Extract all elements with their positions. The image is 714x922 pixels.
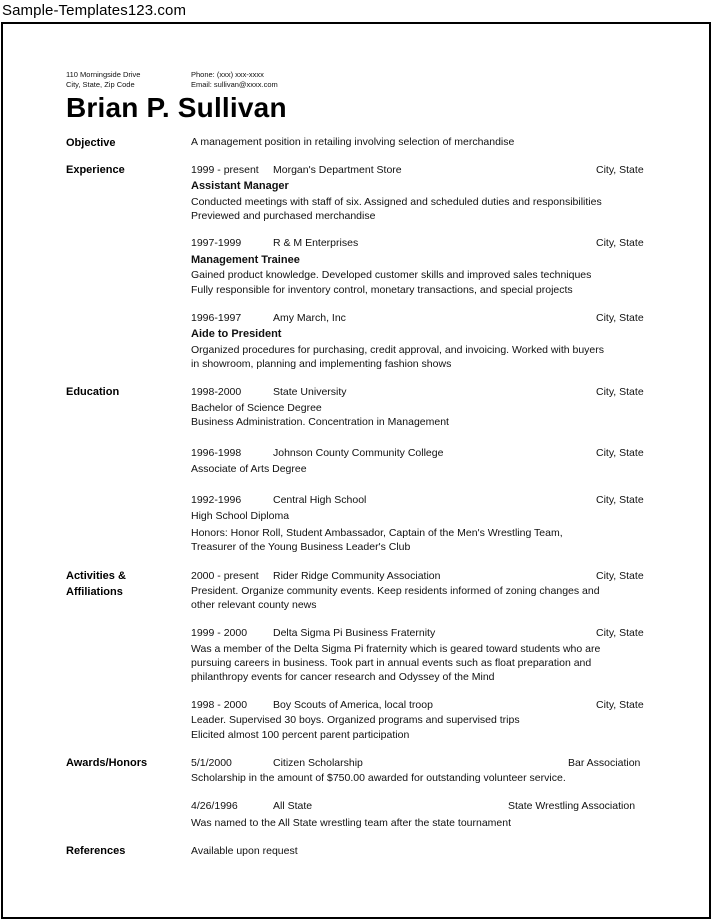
email: Email: sullivan@xxxx.com bbox=[191, 80, 278, 89]
address-line-2: City, State, Zip Code bbox=[66, 80, 135, 89]
award-2-date: 4/26/1996 bbox=[191, 800, 238, 812]
experience-3-org: Amy March, Inc bbox=[273, 312, 346, 324]
education-3-header bbox=[191, 493, 366, 508]
section-label-activities: Activities & bbox=[66, 570, 126, 582]
section-label-references: References bbox=[66, 845, 126, 857]
experience-3-location: City, State bbox=[596, 312, 644, 324]
education-1-line-2: Business Administration. Concentration in Management bbox=[191, 416, 449, 428]
award-2-location: State Wrestling Association bbox=[508, 800, 636, 812]
activity-3-line-2: Elicited almost 100 percent parent participation bbox=[191, 729, 410, 741]
education-2-location: City, State bbox=[596, 447, 644, 459]
activity-1-date: 2000 - present bbox=[191, 570, 259, 582]
award-1-date: 5/1/2000 bbox=[191, 757, 232, 769]
education-2-header bbox=[191, 446, 443, 461]
activity-2-org: Delta Sigma Pi Business Fraternity bbox=[273, 627, 436, 639]
education-2-date: 1996-1998 bbox=[191, 447, 242, 459]
activity-2-location: City, State bbox=[596, 627, 644, 639]
award-2-org: All State bbox=[273, 800, 313, 812]
award-1-header bbox=[191, 756, 363, 771]
section-label-objective: Objective bbox=[66, 137, 116, 149]
experience-2-line-1: Gained product knowledge. Developed customer skills and improved sales techniques bbox=[191, 269, 592, 281]
experience-1-title: Assistant Manager bbox=[191, 180, 289, 192]
experience-3-line-1: Organized procedures for purchasing, credit approval, and invoicing. Worked with buyers bbox=[191, 344, 605, 356]
activity-3-location: City, State bbox=[596, 699, 644, 711]
activity-3-date: 1998 - 2000 bbox=[191, 699, 248, 711]
experience-1-line-1: Conducted meetings with staff of six. Assigned and scheduled duties and responsibilities bbox=[191, 196, 602, 208]
experience-2-location: City, State bbox=[596, 237, 644, 249]
experience-2-title: Management Trainee bbox=[191, 254, 300, 266]
objective-text: A management position in retailing involving selection of merchandise bbox=[191, 136, 515, 148]
education-3-line-3: Treasurer of the Young Business Leader's Club bbox=[191, 541, 411, 553]
experience-1-line-2: Previewed and purchased merchandise bbox=[191, 210, 376, 222]
section-label-education: Education bbox=[66, 386, 120, 398]
activity-3-header bbox=[191, 698, 433, 713]
award-1-location: Bar Association bbox=[568, 757, 641, 769]
education-1-org: State University bbox=[273, 386, 347, 398]
experience-2-date: 1997-1999 bbox=[191, 237, 242, 249]
experience-1-header bbox=[191, 163, 402, 178]
award-1-line-1: Scholarship in the amount of $750.00 awarded for outstanding volunteer service. bbox=[191, 772, 566, 784]
education-2-line-1: Associate of Arts Degree bbox=[191, 463, 307, 475]
activity-3-line-1: Leader. Supervised 30 boys. Organized programs and supervised trips bbox=[191, 714, 520, 726]
education-3-org: Central High School bbox=[273, 494, 367, 506]
activity-3-org: Boy Scouts of America, local troop bbox=[273, 699, 433, 711]
experience-1-date: 1999 - present bbox=[191, 164, 259, 176]
activity-2-line-2: pursuing careers in business. Took part in annual events such as float preparation and bbox=[191, 657, 592, 669]
experience-2-line-2: Fully responsible for inventory control, monetary transactions, and special projects bbox=[191, 284, 573, 296]
candidate-name: Brian P. Sullivan bbox=[66, 92, 287, 123]
references-text: Available upon request bbox=[191, 845, 298, 857]
education-2-org: Johnson County Community College bbox=[273, 447, 444, 459]
activity-2-line-3: philanthropy events for cancer research and Odyssey of the Mind bbox=[191, 671, 495, 683]
education-3-line-2: Honors: Honor Roll, Student Ambassador, Captain of the Men's Wrestling Team, bbox=[191, 527, 563, 539]
education-3-location: City, State bbox=[596, 494, 644, 506]
education-3-date: 1992-1996 bbox=[191, 494, 242, 506]
activity-1-location: City, State bbox=[596, 570, 644, 582]
activity-1-header bbox=[191, 569, 441, 584]
award-2-line-1: Was named to the All State wrestling team after the state tournament bbox=[191, 817, 512, 829]
experience-1-location: City, State bbox=[596, 164, 644, 176]
section-label-awards: Awards/Honors bbox=[66, 757, 148, 769]
activity-1-line-1: President. Organize community events. Keep residents informed of zoning changes and bbox=[191, 585, 600, 597]
education-1-location: City, State bbox=[596, 386, 644, 398]
experience-1-org: Morgan's Department Store bbox=[273, 164, 402, 176]
experience-3-line-2: in showroom, planning and implementing fashion shows bbox=[191, 358, 452, 370]
section-label-experience: Experience bbox=[66, 164, 125, 176]
watermark: Sample-Templates123.com bbox=[2, 2, 187, 19]
education-1-line-1: Bachelor of Science Degree bbox=[191, 402, 322, 414]
activity-2-date: 1999 - 2000 bbox=[191, 627, 248, 639]
phone: Phone: (xxx) xxx-xxxx bbox=[191, 70, 264, 79]
section-label-affiliations: Affiliations bbox=[66, 586, 123, 598]
activity-2-line-1: Was a member of the Delta Sigma Pi fraternity which is geared toward students who are bbox=[191, 643, 601, 655]
experience-3-title: Aide to President bbox=[191, 328, 282, 340]
education-1-header bbox=[191, 385, 347, 400]
address-line-1: 110 Morningside Drive bbox=[66, 70, 141, 79]
activity-2-header bbox=[191, 626, 435, 641]
award-2-header bbox=[191, 799, 312, 814]
experience-2-org: R & M Enterprises bbox=[273, 237, 359, 249]
experience-2-header bbox=[191, 236, 358, 251]
activity-1-org: Rider Ridge Community Association bbox=[273, 570, 441, 582]
activity-1-line-2: other relevant county news bbox=[191, 599, 317, 611]
award-1-org: Citizen Scholarship bbox=[273, 757, 363, 769]
education-3-line-1: High School Diploma bbox=[191, 510, 290, 522]
experience-3-header bbox=[191, 311, 346, 326]
experience-3-date: 1996-1997 bbox=[191, 312, 242, 324]
education-1-date: 1998-2000 bbox=[191, 386, 242, 398]
